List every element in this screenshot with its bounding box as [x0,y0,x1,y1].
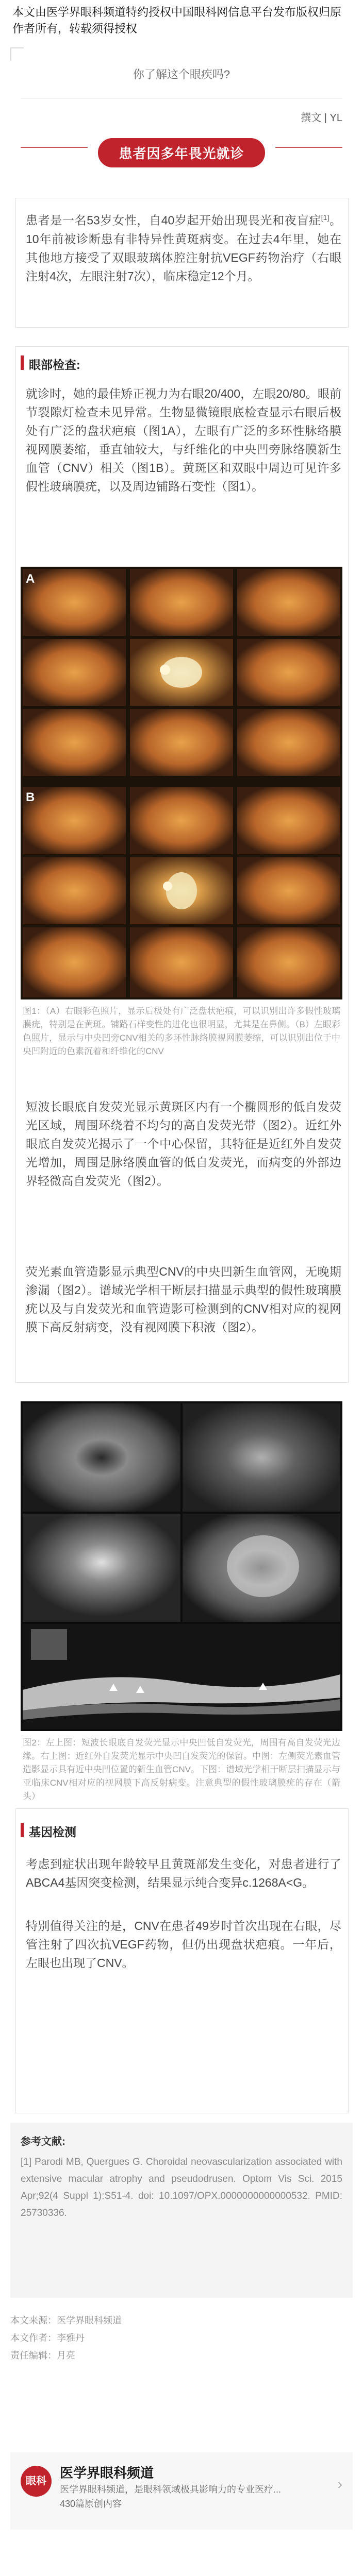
section-marker [21,1823,24,1837]
title-tag: 患者因多年畏光就诊 [98,138,265,167]
account-description: 医学界眼科频道，是眼科领域极具影响力的专业医疗... [60,2484,282,2495]
editor-line: 责任编辑：月亮 [10,2350,75,2361]
angiography-paragraph: 荧光素血管造影显示典型CNV的中央凹新生血管网，无晚期渗漏（图2）。谱域光学相干断层扫描显示典型的假性玻璃膜疣以及与自发荧光和血管造影可检测到的CNV相对应的视网膜下高反射病变，没有视网膜下积液（图2）。 [26,1265,341,1334]
section-marker [21,355,24,370]
figure1-image [21,567,342,999]
source-line: 本文来源：医学界眼科频道 [10,2315,122,2326]
account-logo: 眼科 [21,2466,52,2497]
account-name: 医学界眼科频道 [60,2465,154,2481]
references-text: [1] Parodi MB, Quergues G. Choroidal neovascularization associated with extensive macular atrophy and pseudodrusen. Optom Vis Sci. 2015 Apr;92(4 Suppl 1):S51-4. doi: 10.1097/OPX.0000000000000532. PMID: 25730336. [21,2157,342,2218]
gene-test-paragraph: 考虑到症状出现年龄较早且黄斑部发生变化，对患者进行了ABCA4基因突变检测，结果显示纯合变异c.1268A<G。 [26,1857,341,1889]
references-title: 参考文献: [21,2136,65,2147]
autofluorescence-paragraph: 短波长眼底自发荧光显示黄斑区内有一个椭圆形的低自发荧光区域，周围环绕着不均匀的高自发荧光带（图2）。近红外眼底自发荧光揭示了一个中心保留，其特征是近红外自发荧光增加，周围是脉络膜血管的低自发荧光，而病变的外部边界轻微高自发荧光（图2）。 [26,1100,341,1188]
intro-paragraph: 患者是一名53岁女性，自40岁起开始出现畏光和夜盲症[1]。10年前被诊断患有非特异性黄斑病变。在过去4年里，她在其他地方接受了双眼玻璃体腔注射抗VEGF药物治疗（右眼注射4次，左眼注射7次），临床稳定12个月。 [26,213,342,283]
corner-decoration [10,47,24,61]
figure2-caption: 图2：左上图：短波长眼底自发荧光显示中央凹低自发荧光，周围有高自发荧光边缘。右上图：近红外自发荧光显示中央凹自发荧光的保留。中图：左侧荧光素血管造影显示具有近中央凹位置的新生血管CNV。下图：谱域光学相干断层扫描显示与亚临床CNV相对应的视网膜下高反射病变。注意典型的假性玻璃膜疣的存在（箭头） [23,1738,340,1801]
account-article-count: 430篇原创内容 [60,2499,122,2509]
imaging-panels [21,1401,342,1731]
reference-marker[interactable]: [1] [321,213,329,222]
author-label: 撰文 | YL [301,112,342,124]
fundus-photo-grid [21,567,342,999]
title-tag-wrap [0,138,363,167]
figure1-label-a: A [26,572,35,586]
figure1-label-b: B [26,790,35,804]
section2-title: 基因检测 [29,1825,76,1839]
copyright-notice: 本文由医学界眼科频道特约授权中国眼科网信息平台发布版权归原作者所有，转载须得授权 [12,6,342,35]
figure2-image [21,1401,342,1731]
figure1-caption: 图1：（A）右眼彩色照片，显示后极处有广泛盘状疤痕，可以识别出许多假性玻璃膜疣，特别是在黄斑。铺路石样变性的进化也很明显，尤其是在鼻侧。（B）左眼彩色照片，显示与中央凹旁CNV相关的多环性脉络膜视网膜萎缩，可以识别出位于中央凹附近的色素沉着和纤维化的CNV [23,1006,340,1056]
cnv-paragraph: 特别值得关注的是，CNV在患者49岁时首次出现在右眼，尽管注射了四次抗VEGF药物，但仍出现盘状疤痕。一年后，左眼也出现了CNV。 [26,1919,341,1970]
chevron-right-icon[interactable]: › [337,2476,342,2492]
writer-line: 本文作者：李雅丹 [10,2333,85,2343]
section1-title: 眼部检查: [29,358,80,371]
article-subtitle: 你了解这个眼疾吗? [133,68,230,81]
section1-paragraph: 就诊时，她的最佳矫正视力为右眼20/400，左眼20/80。眼前节裂隙灯检查未见异常。生物显微镜眼底检查显示右眼后极处有广泛的盘状疤痕（图1A），左眼有广泛的多环性脉络膜视网膜萎缩，垂直轴较大，与纤维化的中央凹旁脉络膜新生血管（CNV）相关（图1B）。黄斑区和双眼中周边可见许多假性玻璃膜疣，以及周边铺路石变性（图1）。 [26,387,341,493]
